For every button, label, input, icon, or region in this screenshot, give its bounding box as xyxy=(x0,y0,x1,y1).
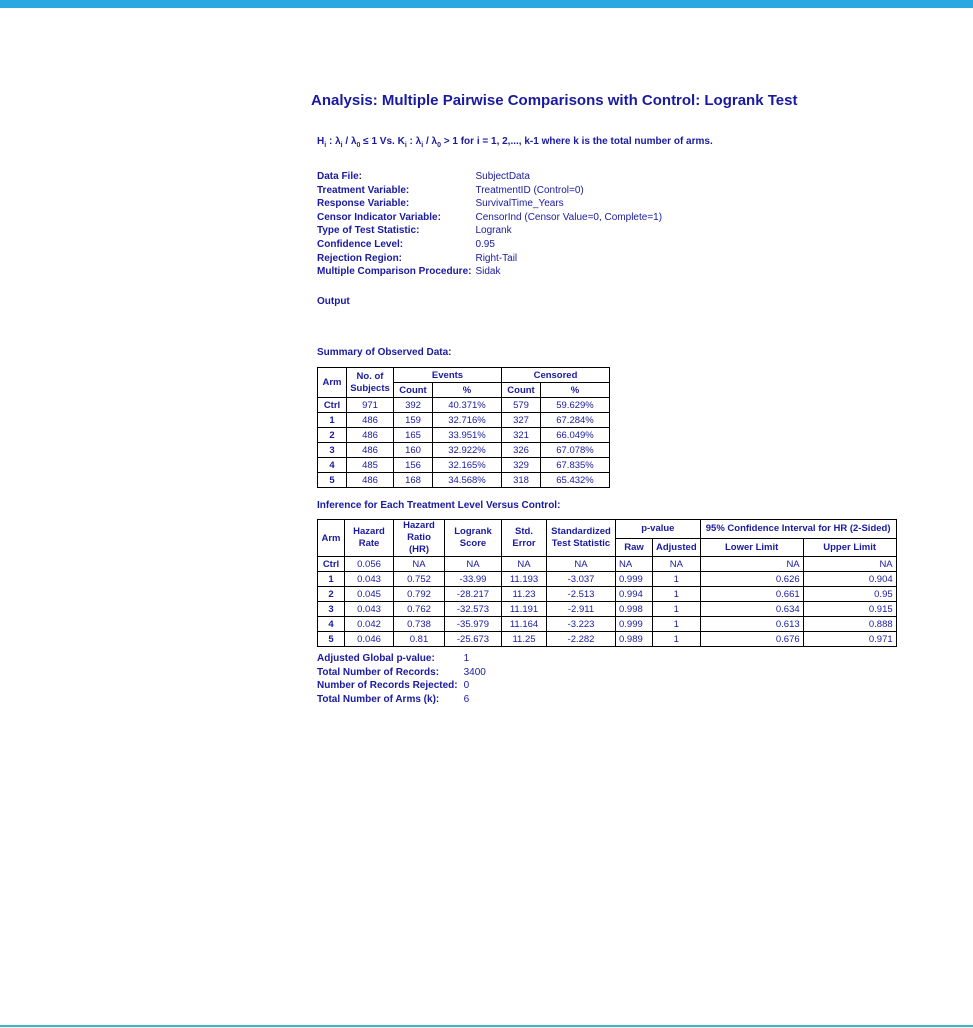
table-row xyxy=(318,458,610,473)
cell-hazard-rate: 0.046 xyxy=(345,632,394,647)
cell-events-pct: 40.371% xyxy=(433,398,502,413)
setting-row-value: 0.95 xyxy=(475,238,495,250)
cell-subjects: 486 xyxy=(347,443,394,458)
setting-row-value: SurvivalTime_Years xyxy=(475,198,564,210)
cell-hazard-rate: 0.045 xyxy=(345,587,394,602)
setting-row xyxy=(317,170,662,184)
cell-std-test: -3.037 xyxy=(547,572,616,587)
setting-row xyxy=(317,197,662,211)
cell-logrank: -32.573 xyxy=(445,602,502,617)
cell-lower: 0.676 xyxy=(700,632,803,647)
col-adjusted: Adjusted xyxy=(653,538,701,557)
cell-events-pct: 32.922% xyxy=(433,443,502,458)
cell-events-pct: 32.716% xyxy=(433,413,502,428)
cell-std-test: -2.513 xyxy=(547,587,616,602)
result-row xyxy=(317,679,486,693)
cell-upper: 0.971 xyxy=(803,632,896,647)
cell-std-error: 11.164 xyxy=(502,617,547,632)
col-subjects: No. of Subjects xyxy=(347,368,394,398)
cell-subjects: 486 xyxy=(347,473,394,488)
cell-censored-count: 318 xyxy=(502,473,541,488)
col-hazard-rate: Hazard Rate xyxy=(345,520,394,557)
cell-std-test: NA xyxy=(547,557,616,572)
cell-std-error: 11.191 xyxy=(502,602,547,617)
col-hazard-ratio: Hazard Ratio (HR) xyxy=(394,520,445,557)
cell-events-pct: 32.165% xyxy=(433,458,502,473)
col-ci: 95% Confidence Interval for HR (2-Sided) xyxy=(700,520,896,539)
hypothesis-statement: $H_i$ : $\lambda_i / \lambda_0 \le 1$ Vs. $K_i$ : $\lambda_i / \lambda_0 > 1$ for i = 1, 2,..., k-1 where k is the total number of arms. xyxy=(317,136,713,149)
table-row xyxy=(318,443,610,458)
setting-row-key: Confidence Level: xyxy=(317,238,404,250)
cell-hazard-rate: 0.042 xyxy=(345,617,394,632)
result-row-key: Adjusted Global p-value: xyxy=(317,653,435,664)
cell-raw: 0.989 xyxy=(616,632,653,647)
setting-row-value: Sidak xyxy=(475,266,501,278)
top-accent-bar xyxy=(0,0,973,8)
cell-subjects: 486 xyxy=(347,413,394,428)
cell-censored-pct: 66.049% xyxy=(541,428,610,443)
inference-heading: Inference for Each Treatment Level Versus Control: xyxy=(317,500,561,511)
cell-hazard-ratio: 0.792 xyxy=(394,587,445,602)
cell-censored-count: 329 xyxy=(502,458,541,473)
summary-heading: Summary of Observed Data: xyxy=(317,347,452,358)
table-row xyxy=(318,632,897,647)
cell-adjusted: NA xyxy=(653,557,701,572)
setting-row-key: Type of Test Statistic: xyxy=(317,225,420,237)
cell-arm: 5 xyxy=(318,473,347,488)
col-arm: Arm xyxy=(318,520,345,557)
cell-events-count: 392 xyxy=(394,398,433,413)
output-label: Output xyxy=(317,296,350,307)
cell-upper: 0.95 xyxy=(803,587,896,602)
cell-logrank: -35.979 xyxy=(445,617,502,632)
table-row xyxy=(318,617,897,632)
cell-upper: NA xyxy=(803,557,896,572)
cell-censored-pct: 65.432% xyxy=(541,473,610,488)
cell-censored-pct: 67.078% xyxy=(541,443,610,458)
cell-upper: 0.904 xyxy=(803,572,896,587)
result-row xyxy=(317,666,486,680)
result-row xyxy=(317,693,486,707)
cell-hazard-rate: 0.056 xyxy=(345,557,394,572)
cell-std-test: -2.282 xyxy=(547,632,616,647)
col-upper-limit: Upper Limit xyxy=(803,538,896,557)
cell-hazard-ratio: 0.752 xyxy=(394,572,445,587)
cell-adjusted: 1 xyxy=(653,602,701,617)
table-row xyxy=(318,413,610,428)
cell-hazard-ratio: 0.762 xyxy=(394,602,445,617)
setting-row xyxy=(317,184,662,198)
cell-logrank: -25.673 xyxy=(445,632,502,647)
cell-hazard-rate: 0.043 xyxy=(345,572,394,587)
setting-row-value: Logrank xyxy=(475,225,512,237)
cell-arm: 3 xyxy=(318,443,347,458)
cell-events-count: 168 xyxy=(394,473,433,488)
inference-table xyxy=(317,519,897,647)
cell-adjusted: 1 xyxy=(653,632,701,647)
result-row-value: 1 xyxy=(463,653,470,664)
cell-censored-count: 326 xyxy=(502,443,541,458)
cell-censored-pct: 67.284% xyxy=(541,413,610,428)
cell-arm: 2 xyxy=(318,428,347,443)
col-lower-limit: Lower Limit xyxy=(700,538,803,557)
cell-arm: 4 xyxy=(318,458,347,473)
global-results xyxy=(317,652,486,706)
cell-arm: 4 xyxy=(318,617,345,632)
cell-adjusted: 1 xyxy=(653,617,701,632)
setting-row-value: CensorInd (Censor Value=0, Complete=1) xyxy=(475,211,663,223)
setting-row-value: Right-Tail xyxy=(475,252,518,264)
col-censored-count: Count xyxy=(502,383,541,398)
cell-lower: 0.613 xyxy=(700,617,803,632)
result-row-value: 6 xyxy=(463,693,470,705)
cell-events-pct: 34.568% xyxy=(433,473,502,488)
table-row xyxy=(318,587,897,602)
cell-adjusted: 1 xyxy=(653,587,701,602)
cell-censored-count: 321 xyxy=(502,428,541,443)
table-row xyxy=(318,557,897,572)
cell-arm: 2 xyxy=(318,587,345,602)
setting-row-key: Censor Indicator Variable: xyxy=(317,211,441,223)
col-pvalue: p-value xyxy=(616,520,701,539)
cell-censored-count: 327 xyxy=(502,413,541,428)
cell-logrank: NA xyxy=(445,557,502,572)
cell-lower: 0.661 xyxy=(700,587,803,602)
cell-arm: 1 xyxy=(318,413,347,428)
cell-raw: NA xyxy=(616,557,653,572)
setting-row-value: TreatmentID (Control=0) xyxy=(475,184,584,196)
result-row xyxy=(317,652,486,666)
cell-upper: 0.888 xyxy=(803,617,896,632)
setting-row xyxy=(317,224,662,238)
cell-std-test: -3.223 xyxy=(547,617,616,632)
result-row-value: 0 xyxy=(463,680,470,692)
cell-raw: 0.998 xyxy=(616,602,653,617)
cell-lower: 0.626 xyxy=(700,572,803,587)
analysis-settings xyxy=(317,170,662,279)
cell-censored-pct: 67.835% xyxy=(541,458,610,473)
setting-row xyxy=(317,238,662,252)
cell-subjects: 485 xyxy=(347,458,394,473)
cell-events-count: 159 xyxy=(394,413,433,428)
cell-censored-count: 579 xyxy=(502,398,541,413)
cell-arm: 5 xyxy=(318,632,345,647)
cell-raw: 0.999 xyxy=(616,572,653,587)
cell-events-count: 165 xyxy=(394,428,433,443)
cell-lower: NA xyxy=(700,557,803,572)
cell-arm: 1 xyxy=(318,572,345,587)
setting-row xyxy=(317,252,662,266)
col-std-test-stat: Standardized Test Statistic xyxy=(547,520,616,557)
cell-raw: 0.999 xyxy=(616,617,653,632)
table-row xyxy=(318,428,610,443)
cell-std-error: 11.23 xyxy=(502,587,547,602)
table-row xyxy=(318,473,610,488)
setting-row-key: Rejection Region: xyxy=(317,252,403,264)
summary-table xyxy=(317,367,610,488)
cell-arm: 3 xyxy=(318,602,345,617)
col-logrank-score: Logrank Score xyxy=(445,520,502,557)
result-row-key: Total Number of Arms (k): xyxy=(317,693,440,705)
result-row-key: Number of Records Rejected: xyxy=(317,680,458,692)
cell-std-error: 11.25 xyxy=(502,632,547,647)
cell-hazard-ratio: 0.738 xyxy=(394,617,445,632)
table-row xyxy=(318,572,897,587)
cell-events-count: 160 xyxy=(394,443,433,458)
setting-row-key: Multiple Comparison Procedure: xyxy=(317,266,472,278)
col-raw: Raw xyxy=(616,538,653,557)
cell-hazard-rate: 0.043 xyxy=(345,602,394,617)
cell-std-error: NA xyxy=(502,557,547,572)
setting-row-key: Data File: xyxy=(317,171,363,182)
cell-logrank: -33.99 xyxy=(445,572,502,587)
cell-adjusted: 1 xyxy=(653,572,701,587)
cell-hazard-ratio: NA xyxy=(394,557,445,572)
table-row xyxy=(318,602,897,617)
cell-upper: 0.915 xyxy=(803,602,896,617)
col-arm: Arm xyxy=(318,368,347,398)
cell-subjects: 971 xyxy=(347,398,394,413)
bottom-divider xyxy=(0,1025,973,1027)
col-std-error: Std. Error xyxy=(502,520,547,557)
cell-arm: Ctrl xyxy=(318,398,347,413)
result-row-key: Total Number of Records: xyxy=(317,666,440,678)
cell-events-pct: 33.951% xyxy=(433,428,502,443)
table-row xyxy=(318,398,610,413)
cell-std-test: -2.911 xyxy=(547,602,616,617)
setting-row-value: SubjectData xyxy=(475,171,530,182)
col-events: Events xyxy=(394,368,502,383)
setting-row-key: Response Variable: xyxy=(317,198,410,210)
cell-subjects: 486 xyxy=(347,428,394,443)
setting-row xyxy=(317,265,662,279)
col-events-pct: % xyxy=(433,383,502,398)
cell-lower: 0.634 xyxy=(700,602,803,617)
page-title: Analysis: Multiple Pairwise Comparisons with Control: Logrank Test xyxy=(311,92,798,109)
setting-row-key: Treatment Variable: xyxy=(317,184,410,196)
col-censored-pct: % xyxy=(541,383,610,398)
cell-std-error: 11.193 xyxy=(502,572,547,587)
setting-row xyxy=(317,211,662,225)
cell-arm: Ctrl xyxy=(318,557,345,572)
result-row-value: 3400 xyxy=(463,666,486,678)
cell-logrank: -28.217 xyxy=(445,587,502,602)
col-events-count: Count xyxy=(394,383,433,398)
cell-events-count: 156 xyxy=(394,458,433,473)
cell-censored-pct: 59.629% xyxy=(541,398,610,413)
cell-hazard-ratio: 0.81 xyxy=(394,632,445,647)
cell-raw: 0.994 xyxy=(616,587,653,602)
col-censored: Censored xyxy=(502,368,610,383)
